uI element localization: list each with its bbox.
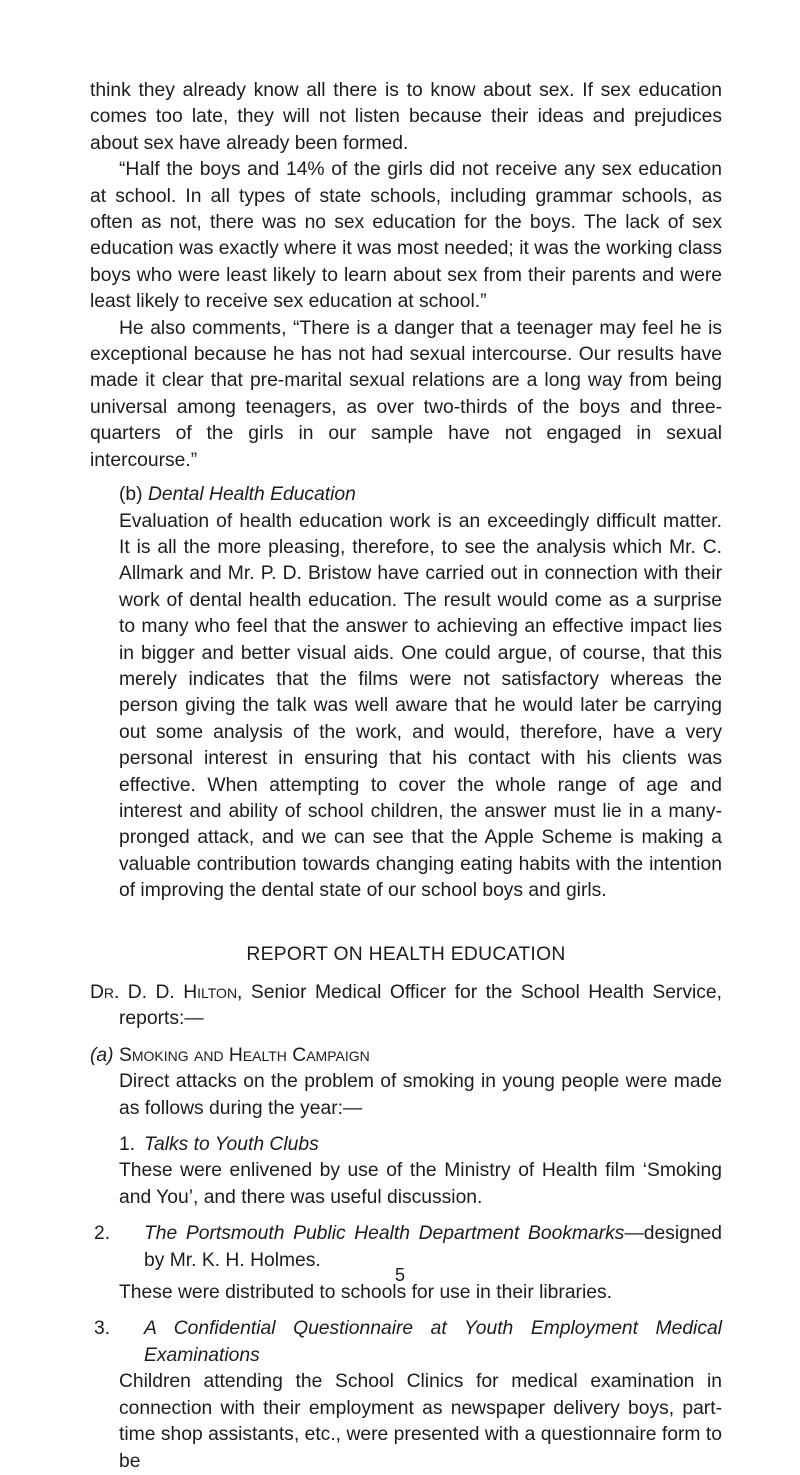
paragraph-continuation: think they already know all there is to know about sex. If sex education comes too late, they will not listen because their ideas and prejudices about sex have already been formed.	[90, 80, 722, 154]
item-2-title: The Portsmouth Public Health Department Bookmarks	[144, 1223, 625, 1245]
paragraph-smoking: Direct attacks on the problem of smoking in young people were made as follows during the year:—	[119, 1071, 722, 1119]
item-3-number: 3.	[94, 1318, 111, 1340]
paragraph-comments: He also comments, “There is a danger that a teenager may feel he is exceptional because he has not had sexual intercourse. Our results have made it clear that pre-marital sexual relations are a long way from being universal among teenagers, as over two-thirds of the boys and three-quarters of the girls in our sample have not engaged in sexual intercourse.”	[90, 317, 722, 471]
report-heading: REPORT ON HEALTH EDUCATION	[246, 943, 566, 965]
section-b-title: Dental Health Education	[147, 484, 356, 506]
report-author: Dr. D. D. Hilton,	[90, 982, 243, 1003]
item-3-text: Children attending the School Clinics for medical examination in connection with their employment as newspaper delivery boys, part-time shop assistants, etc., were presented with a questionnaire form to be	[119, 1371, 722, 1472]
item-2-designer: —designed by Mr. K. H. Holmes.	[144, 1223, 722, 1271]
report-intro	[90, 980, 722, 1033]
item-1-text: These were enlivened by use of the Ministry of Health film ‘Smoking and You’, and there was useful discussion.	[119, 1160, 722, 1208]
page-number: 5	[394, 1265, 405, 1285]
item-1-heading	[90, 1132, 722, 1158]
section-b-prefix: (b)	[119, 484, 143, 506]
section-a-prefix: (a)	[90, 1044, 114, 1066]
item-1-number: 1.	[119, 1134, 136, 1156]
report-intro-text: Senior Medical Officer for the School Health Service, reports:—	[119, 982, 722, 1030]
item-3-heading	[90, 1316, 722, 1369]
section-b-heading	[90, 482, 722, 508]
section-a-title: Smoking and Health Campaign	[119, 1044, 370, 1066]
item-2-number: 2.	[94, 1223, 111, 1245]
section-a-heading	[90, 1043, 722, 1069]
item-3-title: A Confidential Questionnaire at Youth Employment Medical Examinations	[144, 1318, 722, 1366]
paragraph-dental: Evaluation of health education work is an exceedingly difficult matter. It is all the more pleasing, therefore, to see the analysis which Mr. C. Allmark and Mr. P. D. Bristow have carried out in connection with their work of dental health education. The result would come as a surprise to many who feel that the answer to achieving an effective impact lies in bigger and better visual aids. One could argue, of course, that this merely indicates that the films were not satisfactory whereas the person giving the talk was well aware that he would later be carrying out some analysis of the work, and would, therefore, have a very personal interest in ensuring that his contact with his clients was effective. When attempting to cover the whole range of age and interest and ability of school children, the answer must lie in a many-pronged attack, and we can see that the Apple Scheme is making a valuable contribution towards changing eating habits with the intention of improving the dental state of our school boys and girls.	[119, 510, 722, 902]
item-1-title: Talks to Youth Clubs	[144, 1134, 319, 1156]
paragraph-quote: “Half the boys and 14% of the girls did not receive any sex education at school. In all types of state schools, including grammar schools, as often as not, there was no sex education for the boys. The lack of sex education was exactly where it was most needed; it was the working class boys who were least likely to learn about sex from their parents and were least likely to receive sex education at school.”	[90, 159, 722, 313]
item-2-text: These were distributed to schools for use in their libraries.	[119, 1282, 612, 1304]
